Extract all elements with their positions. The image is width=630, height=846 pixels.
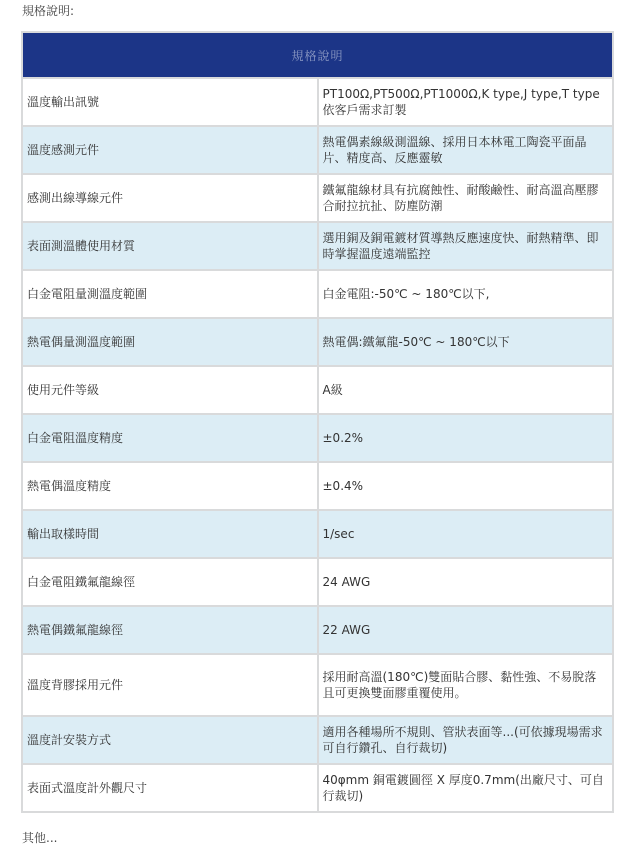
spec-label: 使用元件等級 [23, 367, 317, 413]
spec-row [23, 717, 612, 763]
spec-row [23, 319, 612, 365]
spec-row [23, 415, 612, 461]
spec-label: 表面測溫體使用材質 [23, 223, 317, 269]
spec-row [23, 271, 612, 317]
spec-row [23, 511, 612, 557]
spec-row [23, 175, 612, 221]
spec-row [23, 607, 612, 653]
spec-row [23, 559, 612, 605]
spec-label: 溫度背膠採用元件 [23, 655, 317, 715]
spec-value: 鐵氟龍線材具有抗腐蝕性、耐酸鹼性、耐高溫高壓膠合耐拉抗扯、防塵防潮 [319, 175, 613, 221]
spec-value: ±0.2% [319, 415, 613, 461]
spec-table-title: 規格說明 [23, 33, 612, 77]
spec-value: 採用耐高溫(180℃)雙面貼合膠、黏性強、不易脫落且可更換雙面膠重覆使用。 [319, 655, 613, 715]
spec-row [23, 79, 612, 125]
spec-value: 40φmm 銅電鍍圓徑 X 厚度0.7mm(出廠尺寸、可自行裁切) [319, 765, 613, 811]
spec-row [23, 463, 612, 509]
spec-row [23, 655, 612, 715]
spec-value: 選用銅及銅電鍍材質導熱反應速度快、耐熱精準、即時掌握溫度遠端監控 [319, 223, 613, 269]
spec-table [21, 31, 614, 813]
spec-label: 感測出線導線元件 [23, 175, 317, 221]
spec-value: 1/sec [319, 511, 613, 557]
spec-label: 熱電偶溫度精度 [23, 463, 317, 509]
spec-label: 白金電阻量測溫度範圍 [23, 271, 317, 317]
spec-label: 表面式溫度計外觀尺寸 [23, 765, 317, 811]
spec-label: 白金電阻鐵氟龍線徑 [23, 559, 317, 605]
spec-label: 溫度感測元件 [23, 127, 317, 173]
spec-row [23, 127, 612, 173]
spec-table-body [23, 79, 612, 811]
spec-value: 24 AWG [319, 559, 613, 605]
spec-label: 熱電偶量測溫度範圍 [23, 319, 317, 365]
spec-value: A級 [319, 367, 613, 413]
spec-label: 白金電阻溫度精度 [23, 415, 317, 461]
spec-value: 熱電偶:鐵氟龍-50℃ ~ 180℃以下 [319, 319, 613, 365]
spec-value: 22 AWG [319, 607, 613, 653]
spec-value: 熱電偶素線級測溫線、採用日本林電工陶瓷平面晶片、精度高、反應靈敏 [319, 127, 613, 173]
spec-label: 溫度輸出訊號 [23, 79, 317, 125]
spec-value: ±0.4% [319, 463, 613, 509]
spec-label: 溫度計安裝方式 [23, 717, 317, 763]
spec-value: PT100Ω,PT500Ω,PT1000Ω,K type,J type,T type依客戶需求訂製 [319, 79, 613, 125]
spec-label: 輸出取樣時間 [23, 511, 317, 557]
spec-label: 熱電偶鐵氟龍線徑 [23, 607, 317, 653]
spec-row [23, 223, 612, 269]
spec-row [23, 367, 612, 413]
spec-value: 適用各種場所不規則、管狀表面等...(可依據現場需求可自行鑽孔、自行裁切) [319, 717, 613, 763]
spec-value: 白金電阻:-50℃ ~ 180℃以下, [319, 271, 613, 317]
spec-heading: 規格說明: [22, 4, 75, 18]
footer-text: 其他... [22, 831, 58, 845]
spec-row [23, 765, 612, 811]
